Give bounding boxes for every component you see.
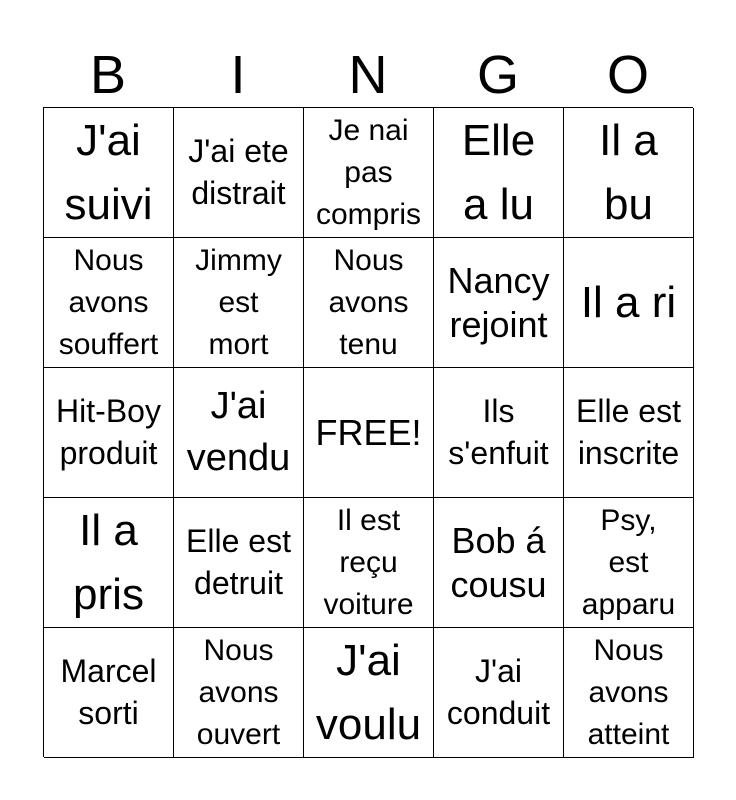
cell-text: Elle a lu	[461, 115, 536, 229]
bingo-cell[interactable]	[434, 498, 564, 628]
cell-text: J'ai vendu	[186, 385, 291, 479]
bingo-cell[interactable]	[174, 498, 304, 628]
cell-text: Nancy rejoint	[447, 260, 550, 345]
cell-text: Il a ri	[580, 277, 677, 327]
cell-text: J'ai voulu	[315, 635, 422, 749]
cell-text: Jimmy est mort	[195, 243, 282, 361]
cell-text: Nous avons ouvert	[196, 633, 281, 751]
cell-text: Bob á cousu	[450, 520, 547, 605]
cell-text: Je nai pas compris	[315, 113, 421, 231]
bingo-cell[interactable]	[434, 108, 564, 238]
cell-text: Il a pris	[73, 505, 144, 619]
bingo-cell[interactable]	[44, 108, 174, 238]
bingo-header	[43, 42, 693, 108]
bingo-cell[interactable]	[434, 368, 564, 498]
cell-text: Il est reçu voiture	[323, 503, 414, 621]
cell-text: Nous avons atteint	[587, 633, 670, 751]
bingo-cell[interactable]	[304, 108, 434, 238]
header-letter-g: G	[476, 45, 519, 105]
cell-text: Ils s'enfuit	[448, 392, 549, 471]
bingo-cell[interactable]	[564, 628, 694, 758]
cell-text: Nous avons souffert	[58, 243, 159, 361]
cell-text: Psy, est apparu	[581, 503, 676, 621]
bingo-cell[interactable]	[44, 368, 174, 498]
bingo-board	[43, 107, 693, 757]
cell-text: J'ai ete distrait	[188, 132, 289, 211]
header-letter-i: I	[230, 45, 246, 105]
bingo-cell[interactable]	[434, 628, 564, 758]
free-space-text: FREE!	[315, 411, 422, 453]
bingo-cell[interactable]	[174, 628, 304, 758]
cell-text: Marcel sorti	[60, 652, 157, 731]
cell-text: J'ai conduit	[446, 652, 551, 731]
bingo-cell[interactable]	[564, 498, 694, 628]
free-space-cell[interactable]	[304, 368, 434, 498]
bingo-cell[interactable]	[44, 498, 174, 628]
cell-text: Il a bu	[599, 115, 658, 229]
bingo-cell[interactable]	[564, 108, 694, 238]
bingo-cell[interactable]	[44, 238, 174, 368]
header-letter-o: O	[606, 45, 649, 105]
bingo-cell[interactable]	[174, 108, 304, 238]
cell-text: Elle est detruit	[186, 522, 291, 601]
cell-text: Elle est inscrite	[576, 392, 681, 471]
header-letter-b: B	[89, 45, 127, 105]
bingo-cell[interactable]	[304, 238, 434, 368]
bingo-cell[interactable]	[174, 238, 304, 368]
bingo-cell[interactable]	[434, 238, 564, 368]
bingo-cell[interactable]	[564, 368, 694, 498]
header-letter-n: N	[348, 45, 388, 105]
bingo-cell[interactable]	[44, 628, 174, 758]
bingo-cell[interactable]	[304, 628, 434, 758]
cell-text: J'ai suivi	[64, 115, 153, 229]
bingo-cell[interactable]	[304, 498, 434, 628]
cell-text: Hit-Boy produit	[56, 392, 161, 471]
bingo-cell[interactable]	[174, 368, 304, 498]
bingo-cell[interactable]	[564, 238, 694, 368]
cell-text: Nous avons tenu	[328, 243, 409, 361]
